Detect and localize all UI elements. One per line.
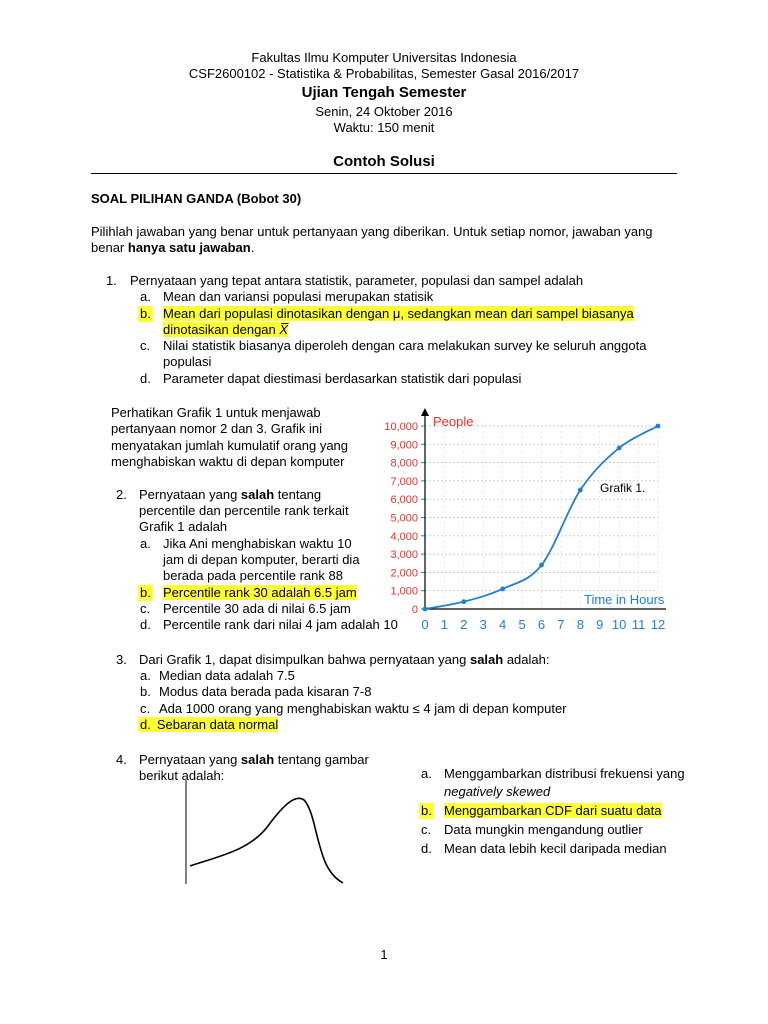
chart-y-tick-label: 1,000 (390, 585, 418, 598)
q4-a-text-2: negatively skewed (444, 784, 551, 799)
q3-b-text: Modus data berada pada kisaran 7-8 (159, 684, 372, 699)
x-bar-symbol: X̅ (279, 322, 289, 337)
q2-b-text: Percentile rank 30 adalah 6.5 jam (163, 585, 357, 600)
q1-b-label: b. (140, 306, 151, 321)
q1-b-text-1: Mean dari populasi dinotasikan dengan μ, sedangkan mean dari sampel biasanya (163, 306, 634, 321)
q3-a-label: a. (140, 668, 151, 683)
instruction-line-2: benar hanya satu jawaban. (91, 240, 255, 255)
q1-c-text-1: Nilai statistik biasanya diperoleh dengan cara melakukan survey ke seluruh anggota (163, 338, 647, 353)
q1-d-text: Parameter dapat diestimasi berdasarkan statistik dari populasi (163, 371, 522, 386)
divider (91, 173, 677, 174)
q2-d-text: Percentile rank dari nilai 4 jam adalah 10 (163, 617, 398, 632)
chart-x-tick-label: 11 (631, 617, 646, 632)
q2-a-text-3: berada pada percentile rank 88 (163, 568, 343, 583)
faculty-line: Fakultas Ilmu Komputer Universitas Indonesia (251, 50, 517, 65)
q1-a-text: Mean dan variansi populasi merupakan statisik (163, 289, 434, 304)
chart-y-tick-label: 2,000 (390, 567, 418, 580)
chart-point (500, 586, 505, 591)
q3-d-label: d. (140, 717, 151, 732)
chart-y-tick-label: 7,000 (390, 475, 418, 488)
chart-y-tick-label: 9,000 (390, 439, 418, 452)
skewed-curve-figure (180, 780, 350, 885)
chart-y-tick-label: 10,000 (384, 421, 418, 433)
page-number: 1 (380, 947, 388, 962)
graph-intro-4: menghabiskan waktu di depan komputer (111, 454, 345, 469)
chart-point (461, 599, 466, 604)
q4-d-text: Mean data lebih kecil daripada median (444, 841, 667, 856)
q2-number: 2. (116, 487, 127, 502)
q1-c-label: c. (140, 338, 151, 353)
chart-y-tick-label: 6,000 (390, 494, 418, 507)
q4-a-text-1: Menggambarkan distribusi frekuensi yang (444, 766, 685, 781)
q2-d-label: d. (140, 617, 151, 632)
chart-x-tick-label: 6 (537, 617, 546, 632)
chart-x-tick-label: 5 (518, 617, 526, 632)
section-title: SOAL PILIHAN GANDA (Bobot 30) (91, 191, 302, 206)
chart-point (539, 563, 544, 568)
skewed-curve (190, 798, 343, 883)
chart-x-tick-label: 8 (576, 617, 584, 632)
chart-x-tick-label: 1 (440, 617, 449, 632)
q3-number: 3. (116, 652, 127, 667)
chart-annotation: Grafik 1. (600, 481, 646, 495)
cumulative-chart (366, 404, 678, 636)
q1-number: 1. (106, 273, 117, 288)
q4-number: 4. (116, 752, 127, 767)
chart-x-tick-label: 3 (479, 617, 487, 632)
q4-text-1: Pernyataan yang salah tentang gambar (139, 752, 369, 767)
q4-b-text: Menggambarkan CDF dari suatu data (444, 803, 662, 818)
exam-title: Ujian Tengah Semester (301, 84, 467, 101)
chart-y-tick-label: 8,000 (390, 457, 418, 470)
exam-duration: Waktu: 150 menit (333, 120, 435, 135)
chart-y-tick-labels (384, 421, 418, 616)
chart-y-axis-arrow (421, 408, 429, 416)
q2-a-text-1: Jika Ani menghabiskan waktu 10 (163, 536, 352, 551)
chart-x-tick-label: 0 (421, 617, 429, 632)
graph-intro-3: menyatakan jumlah kumulatif orang yang (111, 438, 349, 453)
chart-x-tick-label: 4 (499, 617, 507, 632)
q2-b-label: b. (140, 585, 151, 600)
q2-text-2: percentile dan percentile rank terkait (139, 503, 349, 518)
q1-b-text-2: dinotasikan dengan X̅ (163, 322, 289, 337)
q2-a-label: a. (140, 536, 151, 551)
graph-intro-2: pertanyaan nomor 2 dan 3. Grafik ini (111, 421, 323, 436)
q4-text-2: berikut adalah: (139, 768, 225, 783)
q4-d-label: d. (421, 841, 432, 856)
chart-y-tick-label: 3,000 (390, 549, 418, 562)
q2-text-3: Grafik 1 adalah (139, 519, 228, 534)
chart-y-tick-label: 5,000 (390, 512, 418, 525)
exam-date: Senin, 24 Oktober 2016 (315, 104, 453, 119)
course-line: CSF2600102 - Statistika & Probabilitas, Semester Gasal 2016/2017 (188, 66, 580, 81)
q3-c-text: Ada 1000 orang yang menghabiskan waktu ≤ 4 jam di depan komputer (159, 701, 567, 716)
q1-d-label: d. (140, 371, 151, 386)
chart-point (617, 446, 622, 451)
chart-x-tick-label: 9 (596, 617, 604, 632)
q4-a-label: a. (421, 766, 432, 781)
graph-intro-1: Perhatikan Grafik 1 untuk menjawab (111, 405, 321, 420)
chart-y-tick-label: 4,000 (390, 530, 418, 543)
chart-point (423, 607, 428, 612)
chart-y-tick-label: 0 (411, 604, 418, 616)
q3-c-label: c. (140, 701, 151, 716)
chart-y-axis-label: People (433, 414, 474, 429)
q2-text-1: Pernyataan yang salah tentang (139, 487, 322, 502)
chart-x-tick-label: 12 (650, 617, 666, 632)
q4-b-label: b. (421, 803, 432, 818)
chart-x-axis-label: Time in Hours (584, 592, 665, 607)
chart-axes (421, 408, 666, 609)
chart-x-tick-label: 10 (611, 617, 627, 632)
q3-a-text: Median data adalah 7.5 (159, 668, 295, 683)
chart-x-tick-labels (421, 617, 665, 632)
q3-d-line (138, 717, 278, 733)
q3-d-text: Sebaran data normal (153, 717, 278, 732)
chart-x-tick-label: 2 (460, 617, 468, 632)
q1-text: Pernyataan yang tepat antara statistik, parameter, populasi dan sampel adalah (130, 273, 584, 288)
subtitle: Contoh Solusi (333, 153, 435, 170)
chart-point (578, 488, 583, 493)
q4-c-text: Data mungkin mengandung outlier (444, 822, 643, 837)
q1-c-text-2: populasi (163, 354, 212, 369)
chart-point (656, 424, 661, 429)
chart-x-tick-label: 7 (557, 617, 565, 632)
instruction-line-1: Pilihlah jawaban yang benar untuk pertanyaan yang diberikan. Untuk setiap nomor, jawaban yang (91, 224, 653, 239)
q3-text: Dari Grafik 1, dapat disimpulkan bahwa pernyataan yang salah adalah: (139, 652, 550, 667)
q4-c-label: c. (421, 822, 432, 837)
q2-c-label: c. (140, 601, 151, 616)
q2-c-text: Percentile 30 ada di nilai 6.5 jam (163, 601, 351, 616)
chart-grid (425, 426, 658, 609)
q2-a-text-2: jam di depan komputer, berarti dia (163, 552, 360, 567)
q1-a-label: a. (140, 289, 151, 304)
q3-b-label: b. (140, 684, 151, 699)
